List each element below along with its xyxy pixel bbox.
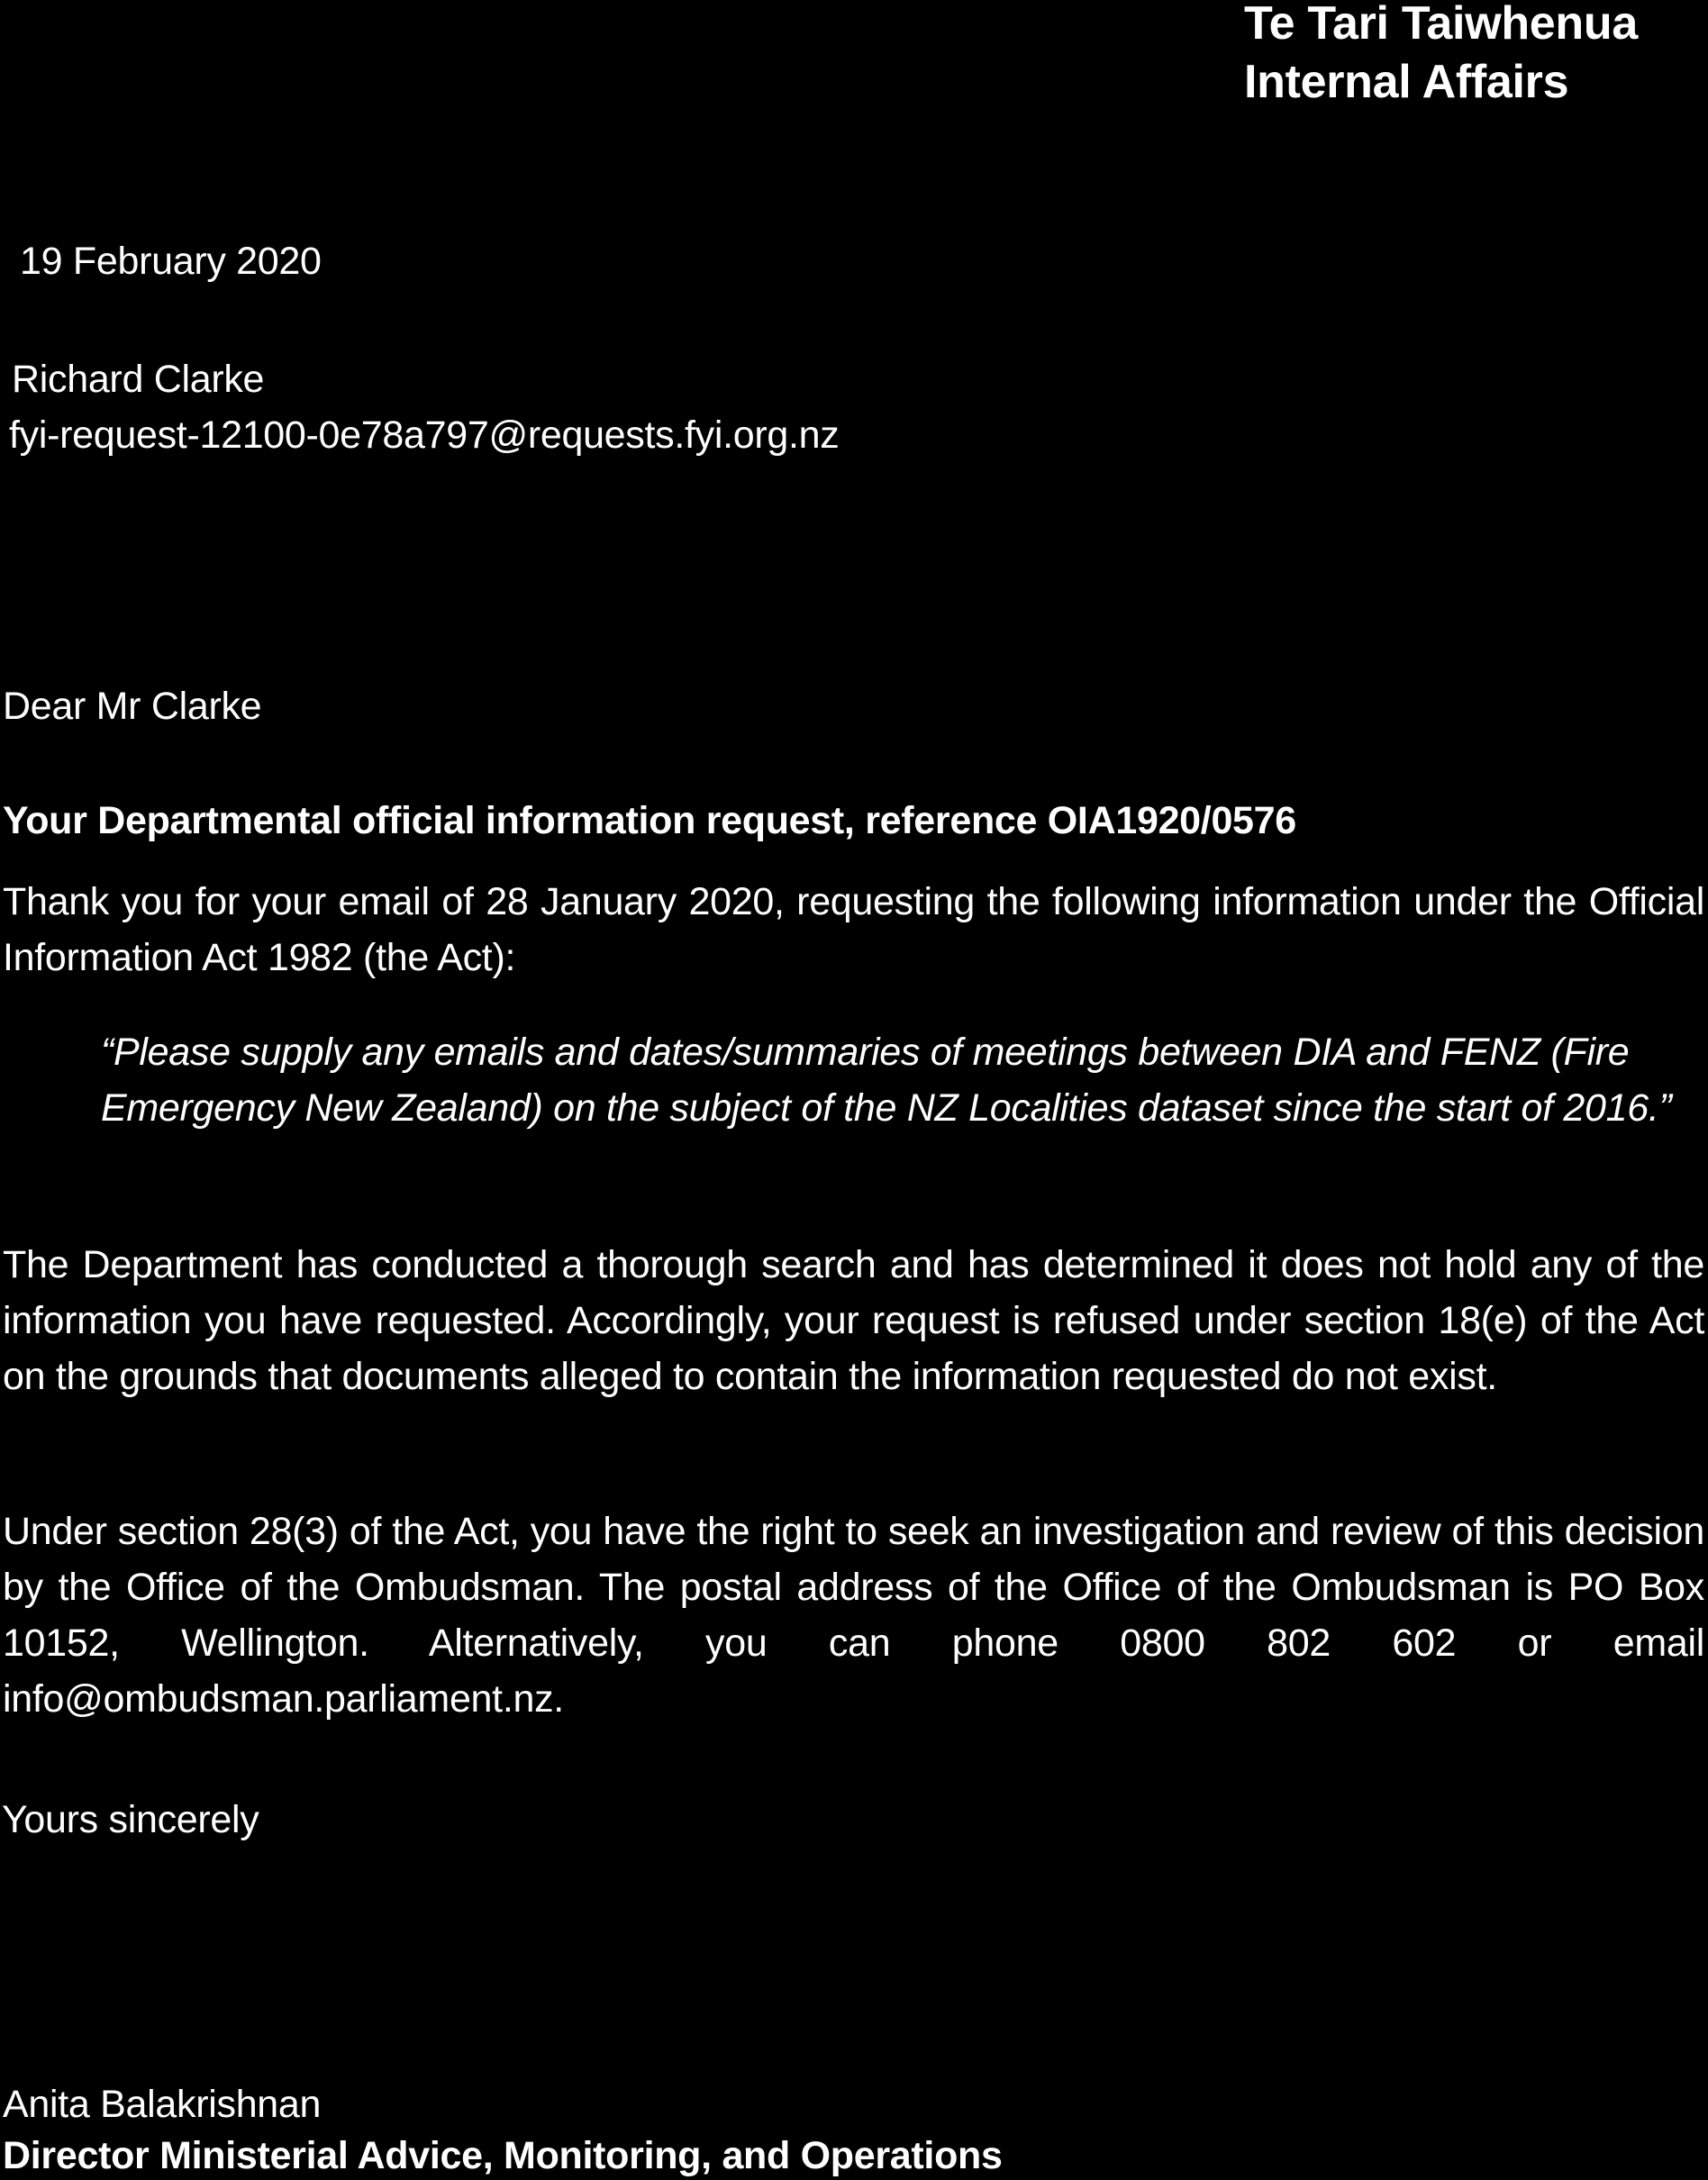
paragraph-decision: The Department has conducted a thorough search and has determined it does not hold any of the information you have requested. Accordingly, your request is refused under section 18(e) of the Act on the grounds that documents alleged to contain the information requested do not exist. <box>3 1243 1704 1398</box>
subject-line: Your Departmental official information request, reference OIA1920/0576 <box>3 799 1296 842</box>
signatory-name: Anita Balakrishnan <box>3 2083 322 2126</box>
letterhead <box>1244 0 1638 112</box>
salutation: Dear Mr Clarke <box>3 685 262 728</box>
request-quote: “Please supply any emails and dates/summaries of meetings between DIA and FENZ (Fire Emergency New Zealand) on the subject of the NZ Localities dataset since the start of 2016.” <box>101 1031 1672 1130</box>
letter-date: 19 February 2020 <box>20 240 322 283</box>
letterhead-english-name: Internal Affairs <box>1244 56 1569 108</box>
signatory-title: Director Ministerial Advice, Monitoring, and Operations <box>3 2134 1003 2177</box>
recipient-email: fyi-request-12100-0e78a797@requests.fyi.org.nz <box>9 413 840 457</box>
letterhead-maori-name: Te Tari Taiwhenua <box>1244 0 1638 50</box>
paragraph-review: Under section 28(3) of the Act, you have the right to seek an investigation and review of this decision by the Office of the Ombudsman. The postal address of the Office of the Ombudsman is PO Box 10152, Wellington. Alternatively, you can phone 0800 802 602 or email info@ombudsman.parliament.nz. <box>3 1510 1704 1721</box>
recipient-name: Richard Clarke <box>12 358 265 401</box>
closing: Yours sincerely <box>2 1798 259 1841</box>
paragraph-intro: Thank you for your email of 28 January 2020, requesting the following information under the Official Information Act 1982 (the Act): <box>3 880 1704 979</box>
